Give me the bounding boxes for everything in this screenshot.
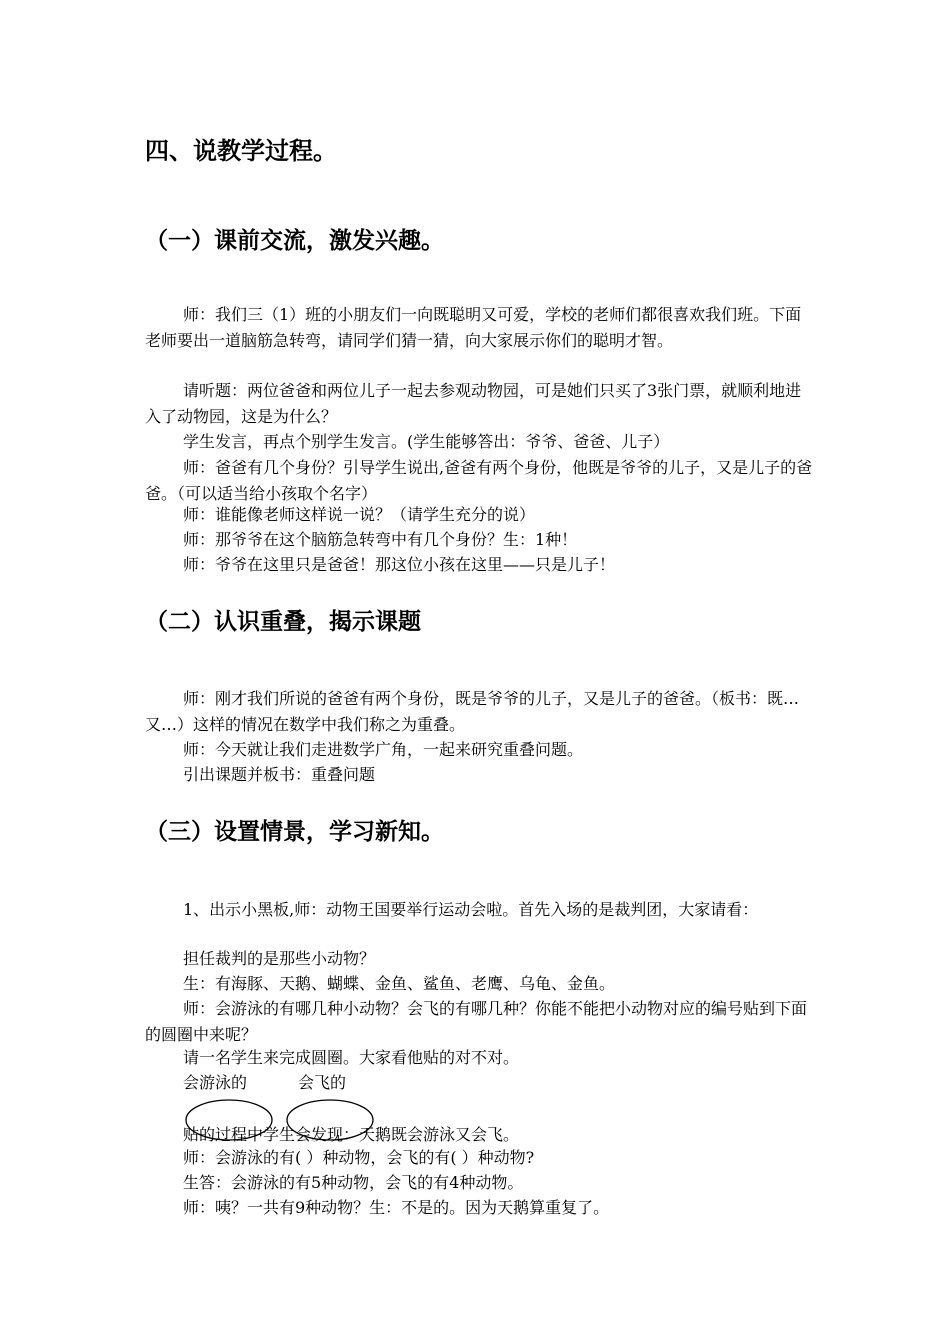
circle-label-fly: 会飞的	[298, 1073, 347, 1092]
section-2-title: （二）认识重叠，揭示课题	[145, 609, 421, 635]
section-2-paragraph-1: 师：刚才我们所说的爸爸有两个身份，既是爷爷的儿子，又是儿子的爸爸。（板书：既…又…）这样的情况在数学中我们称之为重叠。	[145, 689, 800, 734]
section-3-after-1: 贴的过程中学生会发现：天鹅既会游泳又会飞。	[183, 1125, 520, 1144]
section-1-paragraph-7: 师：爷爷在这里只是爸爸！那这位小孩在这里——只是儿子！	[183, 555, 616, 574]
section-1-paragraph-2: 请听题：两位爸爸和两位儿子一起去参观动物园，可是她们只买了3张门票，就顺利地进入了动物园，这是为什么？	[145, 381, 802, 426]
section-1-paragraph-1: 师：我们三（1）班的小朋友们一向既聪明又可爱，学校的老师们都很喜欢我们班。下面老师要出一道脑筋急转弯，请同学们猜一猜，向大家展示你们的聪明才智。	[145, 305, 802, 350]
section-3-after-3: 生答：会游泳的有5种动物，会飞的有4种动物。	[183, 1173, 524, 1192]
section-3-paragraph-5: 请一名学生来完成圆圈。大家看他贴的对不对。	[183, 1048, 520, 1067]
section-1-title: （一）课前交流，激发兴趣。	[145, 228, 444, 254]
section-3-paragraph-2: 担任裁判的是那些小动物？	[183, 949, 376, 968]
section-3-after-2: 师：会游泳的有( ）种动物，会飞的有( ）种动物?	[183, 1148, 535, 1167]
section-3-after-4: 师：咦？一共有9种动物？生：不是的。因为天鹅算重复了。	[183, 1198, 610, 1217]
section-1-paragraph-4: 师：爸爸有几个身份？引导学生说出,爸爸有两个身份，他既是爷爷的儿子，又是儿子的爸爸。（可以适当给小孩取个名字）	[145, 458, 813, 503]
section-3-paragraph-1: 1、出示小黑板,师：动物王国要举行运动会啦。首先入场的是裁判团，大家请看：	[183, 900, 759, 919]
section-1-paragraph-6: 师：那爷爷在这个脑筋急转弯中有几个身份？生：1种！	[183, 530, 578, 549]
section-1-paragraph-3: 学生发言，再点个别学生发言。(学生能够答出：爷爷、爸爸、儿子）	[183, 432, 670, 451]
section-2-paragraph-2: 师：今天就让我们走进数学广角，一起来研究重叠问题。	[183, 740, 584, 759]
section-3-paragraph-3: 生：有海豚、天鹅、蝴蝶、金鱼、鲨鱼、老鹰、乌龟、金鱼。	[183, 974, 616, 993]
section-3-paragraph-4: 师：会游泳的有哪几种小动物？会飞的有哪几种？你能不能把小动物对应的编号贴到下面的圆圈中来呢？	[145, 999, 808, 1044]
section-2-paragraph-3: 引出课题并板书：重叠问题	[183, 765, 376, 784]
main-heading: 四、说教学过程。	[145, 137, 337, 165]
circle-label-swim: 会游泳的	[183, 1073, 248, 1092]
section-1-paragraph-5: 师：谁能像老师这样说一说？（请学生充分的说）	[183, 505, 536, 524]
section-3-title: （三）设置情景，学习新知。	[145, 819, 444, 845]
